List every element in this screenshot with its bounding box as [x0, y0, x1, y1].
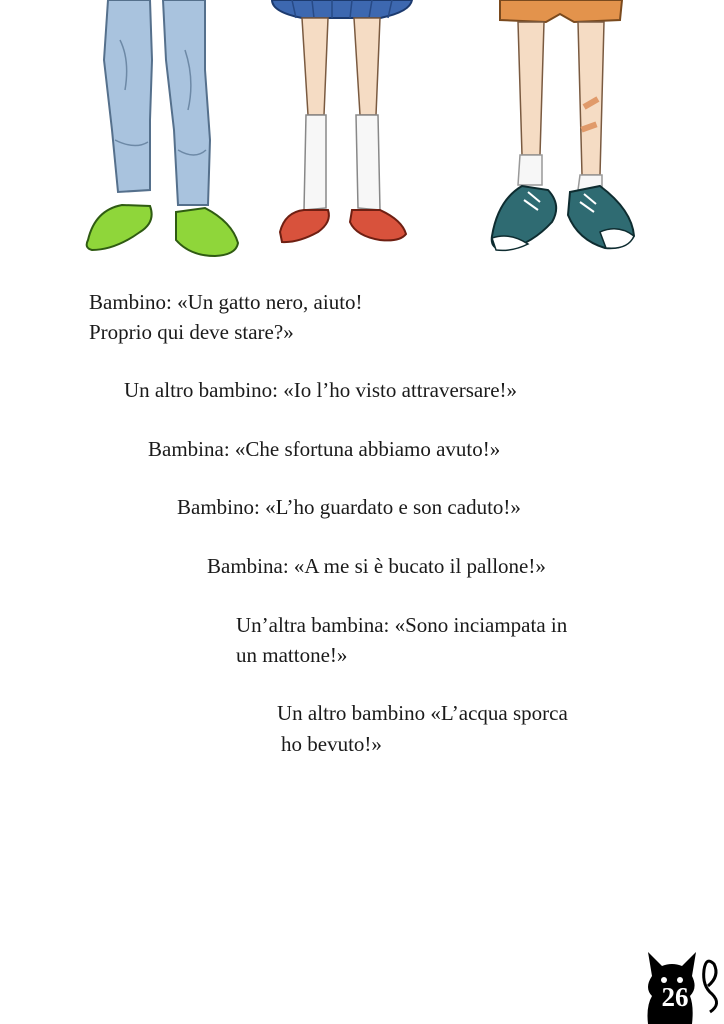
dialogue-line-1: Bambino: «Un gatto nero, aiuto! — [89, 290, 363, 314]
dialogue-line-9: Un altro bambino «L’acqua sporca — [277, 701, 568, 725]
dialogue-line-5: Bambino: «L’ho guardato e son caduto!» — [177, 495, 521, 519]
dialogue-line-10: ho bevuto!» — [281, 732, 382, 756]
child-shorts-sneakers — [492, 0, 634, 250]
children-legs-illustration — [0, 0, 724, 270]
dialogue-line-3: Un altro bambino: «Io l’ho visto attraversare!» — [124, 378, 518, 402]
dialogue-line-4: Bambina: «Che sfortuna abbiamo avuto!» — [148, 437, 501, 461]
dialogue-line-2: Proprio qui deve stare?» — [89, 320, 294, 344]
child-skirt-red-shoes — [272, 0, 412, 242]
child-jeans-green-shoes — [87, 0, 238, 256]
dialogue-line-8: un mattone!» — [236, 643, 348, 667]
dialogue-line-6: Bambina: «A me si è bucato il pallone!» — [207, 554, 546, 578]
page-number: 26 — [661, 982, 689, 1012]
dialogue-line-7: Un’altra bambina: «Sono inciampata in — [236, 613, 568, 637]
